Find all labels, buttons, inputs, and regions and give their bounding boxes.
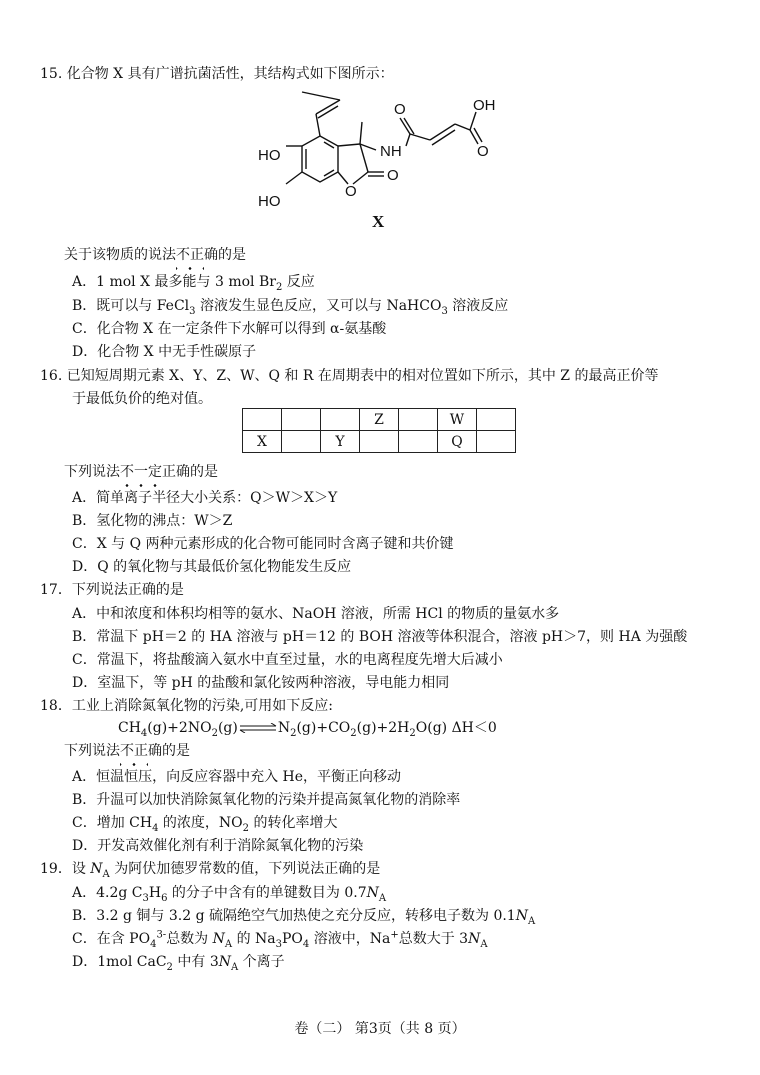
oh-top-label: OH — [473, 97, 496, 114]
q16-option-a: A．简单离子半径大小关系：Q＞W＞X＞Y — [72, 490, 338, 506]
q19-option-d: D．1mol CaC$_2$ 中有 $3N_A$ 个离子 — [72, 954, 285, 973]
q18-stem: 18．工业上消除氮氧化物的污染,可用如下反应: — [40, 698, 333, 714]
q17-option-a: A．中和浓度和体积均相等的氨水、NaOH 溶液，所需 HCl 的物质的量氨水多 — [72, 606, 560, 622]
q18-equation: $CH_4(g)+2NO_2(g)$ $N_2(g)+CO_2(g)+2H_2O(g)$ ΔH＜0 — [118, 720, 497, 739]
q16-option-c: C．X 与 Q 两种元素形成的化合物可能同时含离子键和共价键 — [72, 536, 454, 552]
q18-option-c: C．增加 $CH_4$ 的浓度，$NO_2$ 的转化率增大 — [72, 815, 338, 834]
equilibrium-arrow-icon — [238, 723, 278, 733]
q16-option-b: B．氢化物的沸点：W＞Z — [72, 513, 233, 529]
periodic-table-fragment — [242, 408, 516, 453]
q17-option-b: B．常温下 pH＝2 的 HA 溶液与 pH＝12 的 BOH 溶液等体积混合，溶液 pH＞7，则 HA 为强酸 — [72, 629, 688, 645]
q18-option-a: A．恒温恒压，向反应容器中充入 He，平衡正向移动 — [72, 769, 402, 785]
q16-stem-2: 于最低负价的绝对值。 — [72, 391, 212, 407]
page-footer: 卷（二） 第3页（共 8 页） — [294, 1021, 466, 1037]
carbonyl-o-label: O — [394, 101, 406, 118]
q19-stem: 19．设 $N_A$ 为阿伏加德罗常数的值，下列说法正确的是 — [40, 861, 381, 880]
table-row: X Y Q — [243, 431, 516, 453]
q16-ask: 下列说法不一定正确的是 — [64, 464, 218, 480]
q19-option-b: B．3.2 g 铜与 3.2 g 硫隔绝空气加热使之充分反应，转移电子数为 $0.1N_A$ — [72, 908, 536, 927]
ho-label-1: HO — [258, 147, 281, 164]
q19-option-a: A．4.2g $C_3H_6$ 的分子中含有的单键数目为 $0.7N_A$ — [72, 885, 387, 904]
q19-option-c: C．在含 $PO_4^{3-}$总数为 $N_A$ 的 $Na_3PO_4$ 溶液中，Na+总数大于 $3N_A$ — [72, 929, 488, 950]
ho-label-2: HO — [258, 193, 281, 210]
compound-x-structure — [250, 84, 520, 234]
q16-stem-1: 16. 已知短周期元素 X、Y、Z、W、Q 和 R 在周期表中的相对位置如下所示，其中 Z 的最高正价等 — [40, 368, 659, 384]
lactone-o-label: O — [387, 167, 399, 184]
q17-option-d: D．室温下，等 pH 的盐酸和氯化铵两种溶液，导电能力相同 — [72, 675, 450, 691]
q15-option-c: C．化合物 X 在一定条件下水解可以得到 α-氨基酸 — [72, 321, 387, 337]
q16-option-d: D．Q 的氧化物与其最低价氢化物能发生反应 — [72, 559, 352, 575]
q18-ask: 下列说法不正确的是 — [64, 743, 190, 759]
q15-option-d: D．化合物 X 中无手性碳原子 — [72, 344, 257, 360]
q15-option-a: A．1 mol X 最多能与 3 mol $Br_2$ 反应 — [72, 274, 315, 293]
q17-stem: 17．下列说法正确的是 — [40, 582, 184, 598]
acid-o-label: O — [477, 143, 489, 160]
ring-o-label: O — [345, 183, 357, 200]
compound-x-label: X — [372, 212, 385, 231]
q18-option-d: D．开发高效催化剂有利于消除氮氧化物的污染 — [72, 838, 364, 854]
q15-ask: 关于该物质的说法不正确的是 — [64, 247, 246, 263]
q18-option-b: B．升温可以加快消除氮氧化物的污染并提高氮氧化物的消除率 — [72, 792, 461, 808]
q15-stem: 15. 化合物 X 具有广谱抗菌活性，其结构式如下图所示： — [40, 66, 394, 82]
table-row: Z W — [243, 409, 516, 431]
q15-option-b: B．既可以与 FeCl$_3$ 溶液发生显色反应，又可以与 NaHCO$_3$ 溶液反应 — [72, 298, 509, 317]
q17-option-c: C．常温下，将盐酸滴入氨水中直至过量，水的电离程度先增大后减小 — [72, 652, 503, 668]
nh-label: NH — [380, 143, 402, 160]
